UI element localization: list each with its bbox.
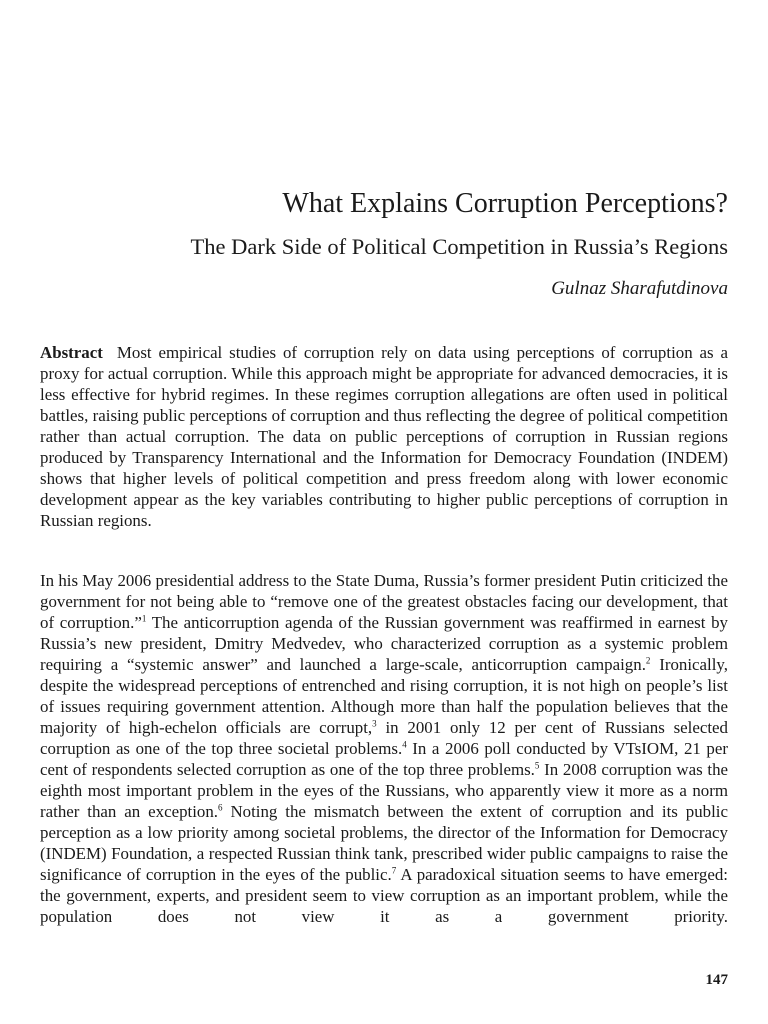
article-title: What Explains Corruption Perceptions? — [282, 188, 728, 219]
abstract-text: Most empirical studies of corruption rely on data using perceptions of corruption as a proxy for actual corruption. While this approach might be appropriate for advanced democracies, it is less effective for hybrid regimes. In these regimes corruption allegations are often used in political battles, raising public perceptions of corruption and thus reflecting the degree of political competition rather than actual corruption. The data on public perceptions of corruption in Russian regions produced by Transparency International and the Information for Democracy Foundation (INDEM) shows that higher levels of political competition and press freedom along with lower economic development appear as the key variables contributing to higher public perceptions of corruption in Russian regions. — [40, 343, 728, 530]
footnote-ref-3[interactable]: 3 — [372, 718, 377, 729]
body-text-segment: Ironically, despite the widespread perceptions of entrenched and rising corruption, it is not high on people’s list of issues requiring government attention. Although more than half the population believes that the majority of high-echelon officials are corrupt, — [40, 655, 728, 737]
footnote-ref-4[interactable]: 4 — [402, 739, 407, 750]
journal-page — [40, 0, 728, 1024]
footnote-ref-1[interactable]: 1 — [141, 613, 147, 624]
footnote-ref-5[interactable]: 5 — [534, 760, 540, 771]
page-number: 147 — [705, 972, 728, 988]
body-text-segment: in 2001 only 12 per cent of Russians selected corruption as one of the top three societal problems. — [40, 718, 728, 758]
body-text-segment: Noting the mismatch between the extent of corruption and its public perception as a low priority among societal problems, the director of the Information for Democracy (INDEM) Foundation, a respected Russian think tank, prescribed wider public campaigns to raise the significance of corruption in the eyes of the public. — [40, 802, 728, 884]
footnote-ref-7[interactable]: 7 — [391, 865, 397, 876]
footnote-ref-6[interactable]: 6 — [218, 802, 223, 813]
article-subtitle: The Dark Side of Political Competition in Russia’s Regions — [190, 234, 728, 259]
body-text-segment: The anticorruption agenda of the Russian government was reaffirmed in earnest by Russia’s new president, Dmitry Medvedev, who characterized corruption as a systemic problem requiring a “systemic answer” and launched a large-scale, anticorruption campaign. — [40, 613, 728, 674]
body-text-segment: A paradoxical situation seems to have emerged: the government, experts, and president seem to view corruption as an important problem, while the population does not view it as a government priority. — [40, 865, 728, 926]
footnote-ref-2[interactable]: 2 — [645, 655, 651, 666]
body-paragraph — [40, 570, 728, 927]
abstract-label: Abstract — [40, 343, 103, 362]
body-text-segment: In a 2006 poll conducted by VTsIOM, 21 per cent of respondents selected corruption as one of the top three problems. — [40, 739, 728, 779]
author-name: Gulnaz Sharafutdinova — [551, 278, 728, 299]
abstract-paragraph — [40, 342, 728, 531]
body-text-segment: In his May 2006 presidential address to the State Duma, Russia’s former president Putin criticized the government for not being able to “remove one of the greatest obstacles facing our development, that of corruption.” — [40, 571, 728, 632]
body-text-segment: In 2008 corruption was the eighth most important problem in the eyes of the Russians, who apparently view it more as a norm rather than an exception. — [40, 760, 729, 821]
